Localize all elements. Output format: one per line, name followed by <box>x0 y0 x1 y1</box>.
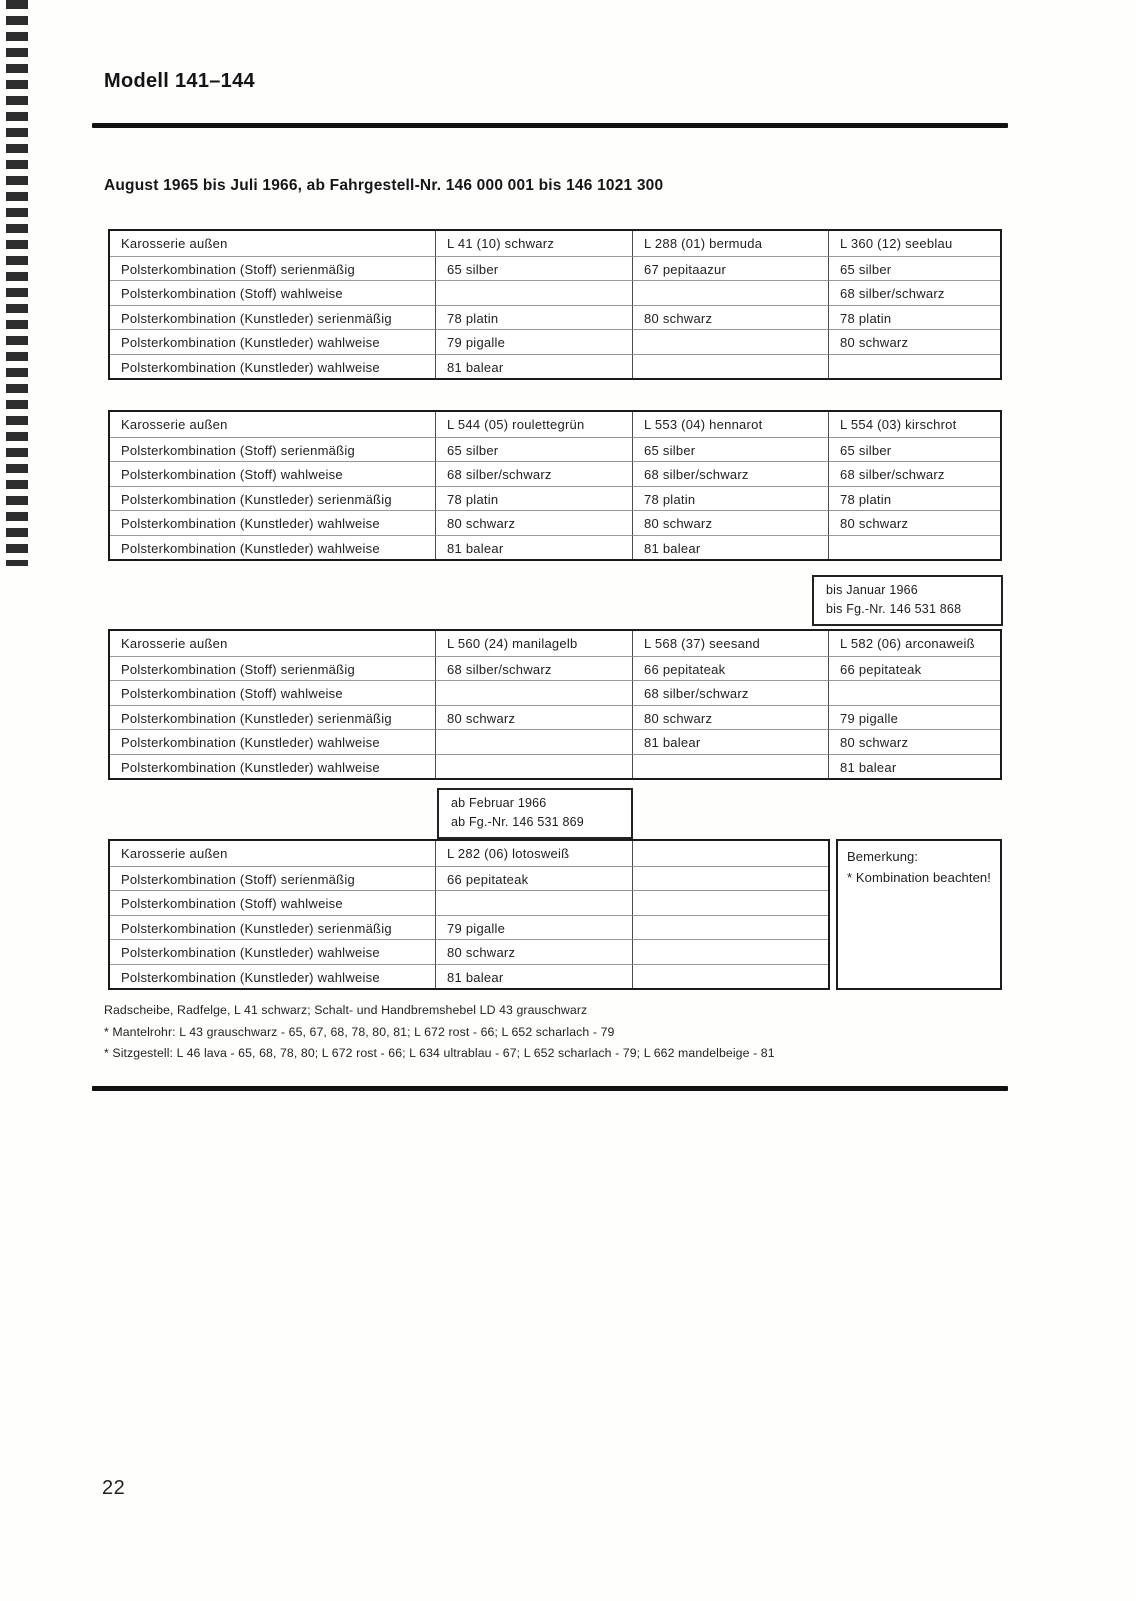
note-line: ab Fg.-Nr. 146 531 869 <box>451 815 584 829</box>
upholstery-combination-cell <box>632 915 828 940</box>
row-label-polsterkombination: Polsterkombination (Stoff) wahlweise <box>110 680 435 705</box>
row-label-polsterkombination: Polsterkombination (Kunstleder) wahlweise <box>110 329 435 354</box>
upholstery-combination-cell: 66 pepitateak <box>632 656 828 681</box>
upholstery-combination-cell: 78 platin <box>828 486 1000 511</box>
row-label-polsterkombination: Polsterkombination (Kunstleder) wahlweise <box>110 964 435 989</box>
color-table-2 <box>108 410 1002 561</box>
row-label-karosserie: Karosserie außen <box>121 846 228 861</box>
row-label-polsterkombination: Polsterkombination (Stoff) serienmäßig <box>110 437 435 462</box>
row-label-polsterkombination: Polsterkombination (Stoff) serienmäßig <box>110 866 435 891</box>
page-number: 22 <box>102 1477 126 1499</box>
upholstery-combination-cell: 68 silber/schwarz <box>632 680 828 705</box>
upholstery-combination-cell: 78 platin <box>435 305 632 330</box>
upholstery-combination-cell: 81 balear <box>828 754 1000 779</box>
upholstery-combination-cell <box>632 866 828 891</box>
upholstery-combination-cell: 65 silber <box>632 437 828 462</box>
row-label-polsterkombination: Polsterkombination (Stoff) wahlweise <box>110 890 435 915</box>
upholstery-combination-cell: 80 schwarz <box>828 329 1000 354</box>
upholstery-combination-cell <box>828 354 1000 379</box>
karosserie-color-cell: L 360 (12) seeblau <box>828 231 1000 256</box>
row-label-polsterkombination: Polsterkombination (Kunstleder) wahlweise <box>110 729 435 754</box>
remark-note: * Kombination beachten! <box>847 870 991 885</box>
row-label-polsterkombination: Polsterkombination (Kunstleder) serienmäßig <box>110 705 435 730</box>
note-box-ab-februar-1966 <box>437 788 633 839</box>
upholstery-combination-cell: 80 schwarz <box>828 729 1000 754</box>
upholstery-combination-cell: 66 pepitateak <box>828 656 1000 681</box>
upholstery-combination-cell: 80 schwarz <box>632 510 828 535</box>
note-box-bis-januar-1966 <box>812 575 1003 626</box>
upholstery-combination-cell: 81 balear <box>435 964 632 989</box>
upholstery-combination-cell: 78 platin <box>435 486 632 511</box>
upholstery-combination-cell: 81 balear <box>435 535 632 560</box>
bottom-rule <box>92 1086 1008 1091</box>
remark-title: Bemerkung: <box>847 849 919 864</box>
section-subtitle: August 1965 bis Juli 1966, ab Fahrgestell-Nr. 146 000 001 bis 146 1021 300 <box>104 177 664 194</box>
upholstery-combination-cell <box>435 754 632 779</box>
row-label-karosserie: Karosserie außen <box>121 236 228 251</box>
color-table-3 <box>108 629 1002 780</box>
remark-box <box>836 839 1002 990</box>
upholstery-combination-cell: 68 silber/schwarz <box>435 461 632 486</box>
upholstery-combination-cell: 80 schwarz <box>632 305 828 330</box>
row-label-polsterkombination: Polsterkombination (Kunstleder) wahlweise <box>110 535 435 560</box>
row-label-polsterkombination: Polsterkombination (Kunstleder) serienmäßig <box>110 305 435 330</box>
upholstery-combination-cell: 80 schwarz <box>828 510 1000 535</box>
upholstery-combination-cell: 81 balear <box>435 354 632 379</box>
karosserie-color-cell: L 554 (03) kirschrot <box>828 412 1000 437</box>
upholstery-combination-cell: 65 silber <box>435 256 632 281</box>
upholstery-combination-cell: 68 silber/schwarz <box>435 656 632 681</box>
upholstery-combination-cell: 68 silber/schwarz <box>828 461 1000 486</box>
footnotes <box>104 1000 1014 1065</box>
upholstery-combination-cell <box>435 280 632 305</box>
upholstery-combination-cell: 78 platin <box>828 305 1000 330</box>
row-label-polsterkombination: Polsterkombination (Stoff) serienmäßig <box>110 256 435 281</box>
upholstery-combination-cell: 79 pigalle <box>828 705 1000 730</box>
row-label-polsterkombination: Polsterkombination (Kunstleder) serienmäßig <box>110 486 435 511</box>
karosserie-color-cell: L 544 (05) roulettegrün <box>435 412 632 437</box>
upholstery-combination-cell <box>435 890 632 915</box>
upholstery-combination-cell: 68 silber/schwarz <box>632 461 828 486</box>
upholstery-combination-cell: 65 silber <box>435 437 632 462</box>
upholstery-combination-cell <box>435 729 632 754</box>
upholstery-combination-cell: 79 pigalle <box>435 915 632 940</box>
upholstery-combination-cell <box>632 280 828 305</box>
footnote-line: * Sitzgestell: L 46 lava - 65, 68, 78, 80; L 672 rost - 66; L 634 ultrablau - 67; L 652 scharlach - 79; L 662 mandelbeige - 81 <box>104 1046 775 1060</box>
karosserie-color-cell: L 553 (04) hennarot <box>632 412 828 437</box>
row-label-karosserie: Karosserie außen <box>121 417 228 432</box>
upholstery-combination-cell: 80 schwarz <box>435 705 632 730</box>
karosserie-color-cell: L 282 (06) lotosweiß <box>435 841 632 866</box>
upholstery-combination-cell: 65 silber <box>828 437 1000 462</box>
upholstery-combination-cell: 79 pigalle <box>435 329 632 354</box>
color-table-4 <box>108 839 830 990</box>
upholstery-combination-cell: 81 balear <box>632 729 828 754</box>
row-label-polsterkombination: Polsterkombination (Kunstleder) wahlweise <box>110 754 435 779</box>
karosserie-color-cell: L 288 (01) bermuda <box>632 231 828 256</box>
karosserie-color-cell: L 41 (10) schwarz <box>435 231 632 256</box>
upholstery-combination-cell <box>632 329 828 354</box>
upholstery-combination-cell <box>632 754 828 779</box>
upholstery-combination-cell: 78 platin <box>632 486 828 511</box>
upholstery-combination-cell: 80 schwarz <box>435 510 632 535</box>
upholstery-combination-cell <box>435 680 632 705</box>
karosserie-color-cell: L 568 (37) seesand <box>632 631 828 656</box>
row-label-polsterkombination: Polsterkombination (Stoff) serienmäßig <box>110 656 435 681</box>
note-line: bis Fg.-Nr. 146 531 868 <box>826 602 962 616</box>
upholstery-combination-cell <box>828 680 1000 705</box>
color-table-1 <box>108 229 1002 380</box>
upholstery-combination-cell: 67 pepitaazur <box>632 256 828 281</box>
footnote-line: * Mantelrohr: L 43 grauschwarz - 65, 67, 68, 78, 80, 81; L 672 rost - 66; L 652 scharlach - 79 <box>104 1024 615 1039</box>
row-label-polsterkombination: Polsterkombination (Kunstleder) wahlweise <box>110 510 435 535</box>
upholstery-combination-cell <box>632 939 828 964</box>
note-line: bis Januar 1966 <box>826 583 918 597</box>
upholstery-combination-cell: 80 schwarz <box>632 705 828 730</box>
upholstery-combination-cell: 68 silber/schwarz <box>828 280 1000 305</box>
upholstery-combination-cell <box>632 890 828 915</box>
row-label-polsterkombination: Polsterkombination (Stoff) wahlweise <box>110 280 435 305</box>
upholstery-combination-cell: 80 schwarz <box>435 939 632 964</box>
top-rule <box>92 123 1008 128</box>
upholstery-combination-cell <box>632 354 828 379</box>
upholstery-combination-cell: 65 silber <box>828 256 1000 281</box>
karosserie-color-cell: L 582 (06) arconaweiß <box>828 631 1000 656</box>
upholstery-combination-cell: 66 pepitateak <box>435 866 632 891</box>
row-label-polsterkombination: Polsterkombination (Kunstleder) wahlweise <box>110 354 435 379</box>
karosserie-color-cell <box>632 841 828 866</box>
row-label-polsterkombination: Polsterkombination (Stoff) wahlweise <box>110 461 435 486</box>
page-title: Modell 141–144 <box>104 70 255 92</box>
row-label-polsterkombination: Polsterkombination (Kunstleder) wahlweise <box>110 939 435 964</box>
note-line: ab Februar 1966 <box>451 796 547 810</box>
binding-perforation-strip <box>6 0 28 566</box>
row-label-karosserie: Karosserie außen <box>121 636 228 651</box>
footnote-line: Radscheibe, Radfelge, L 41 schwarz; Schalt- und Handbremshebel LD 43 grauschwarz <box>104 1003 588 1017</box>
upholstery-combination-cell <box>828 535 1000 560</box>
karosserie-color-cell: L 560 (24) manilagelb <box>435 631 632 656</box>
upholstery-combination-cell <box>632 964 828 989</box>
row-label-polsterkombination: Polsterkombination (Kunstleder) serienmäßig <box>110 915 435 940</box>
upholstery-combination-cell: 81 balear <box>632 535 828 560</box>
